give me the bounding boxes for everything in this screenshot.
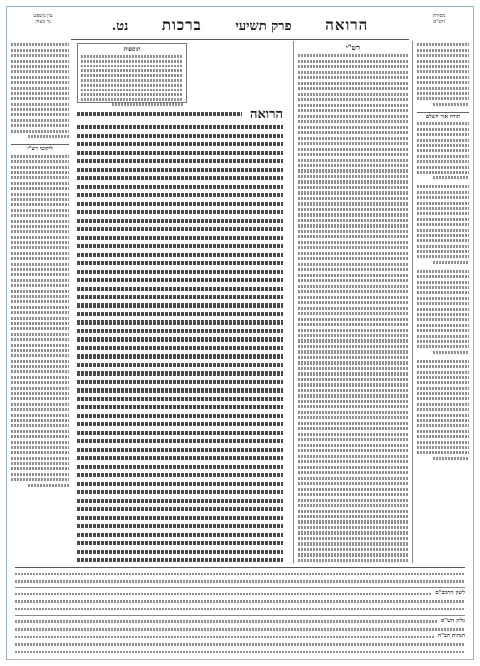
note-row [15, 642, 465, 648]
margin-block [417, 360, 469, 460]
torah-or-heading: תורה אור השלם [417, 112, 469, 120]
bach-label: הגהות הב"ח [437, 633, 465, 640]
tosafot-inset [77, 43, 187, 103]
page-title-row [11, 15, 469, 35]
note-row [15, 599, 465, 605]
rambam-label: לשון הרמב"ם [435, 590, 465, 597]
chapter-number: פרק תשיעי [235, 19, 292, 34]
gemara-opening-line [77, 107, 283, 121]
rule [15, 587, 465, 588]
margin-block [417, 185, 469, 263]
rambam-note [15, 591, 465, 597]
tosafot-label: תוספות [123, 46, 141, 53]
ein-mishpat-block [11, 43, 69, 138]
rashi-label: רש"י [346, 43, 360, 52]
gilyon-hashas-note [15, 619, 465, 625]
masoret-hashas-label: מסורת הש"ס [432, 13, 446, 25]
header-rule [71, 39, 409, 40]
note-row [15, 627, 465, 633]
gemara-opening-word: הרואה [249, 106, 283, 122]
likutei-rashi-heading: ליקוטי רש"י [11, 144, 69, 152]
ein-mishpat-label: עין משפט נר מצוה [33, 13, 53, 25]
masoret-block [417, 43, 469, 105]
likutei-rashi-block [11, 155, 69, 487]
torah-or-block [417, 122, 469, 179]
left-margin-column [11, 41, 69, 563]
talmud-page [6, 6, 474, 660]
gemara-text-lines [77, 125, 283, 563]
right-margin-column [417, 41, 469, 563]
note-row [15, 606, 465, 612]
folio-number: נט. [111, 19, 129, 34]
gilyon-label: גליון הש"ס [440, 618, 465, 625]
note-row [15, 579, 465, 585]
chapter-name: הרואה [325, 16, 369, 34]
bottom-notes [15, 567, 465, 653]
running-head [11, 11, 469, 37]
margin-block [417, 270, 469, 354]
gemara-closing-row [15, 571, 465, 577]
rashi-text-lines [298, 54, 408, 563]
hagahot-bach-note [15, 634, 465, 640]
rashi-commentary [293, 41, 413, 563]
tractate-name: ברכות [161, 16, 202, 34]
note-row [15, 649, 465, 655]
gemara-main-text [73, 41, 287, 563]
rule [15, 615, 465, 616]
